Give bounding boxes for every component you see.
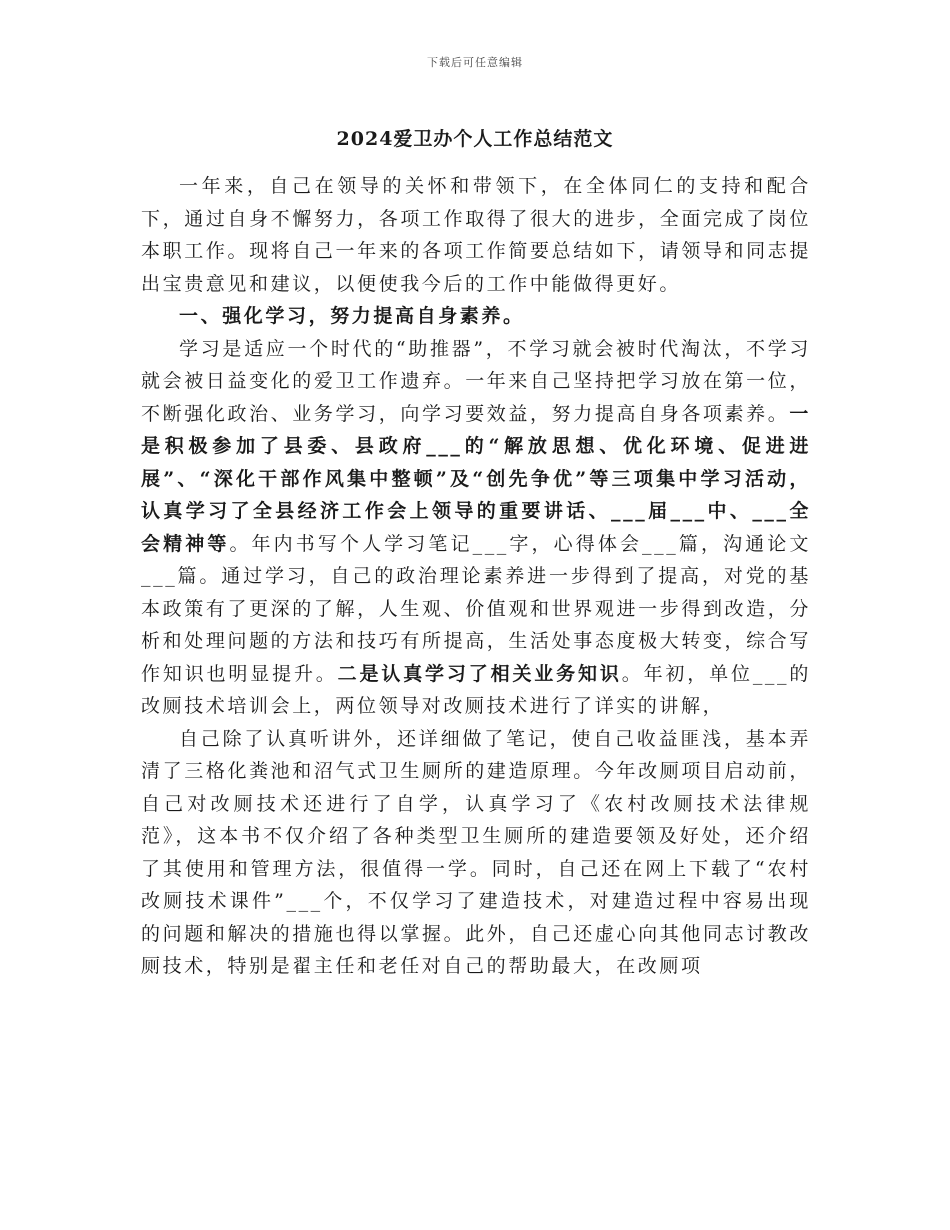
paragraph-study-text-e: 。年初，单位___的改厕技术培训会上，两位领导对改厕技术进行了详实的讲解， [141,662,811,717]
paragraph-study [141,333,811,723]
page-header-note: 下载后可任意编辑 [427,56,523,69]
document-title: 2024爱卫办个人工作总结范文 [336,128,614,150]
paragraph-study-bold-2: 二是认真学习了相关业务知识 [337,662,622,685]
section-heading-1: 一、强化学习，努力提高自身素养。 [179,305,525,327]
paragraph-study-text-c: 。年内书写个人学习笔记___字，心得体会___篇，沟通论文___篇。通过学习，自己的政治理论素养进一步得到了提高，对党的基本政策有了更深的了解，人生观、价值观和世界观进一步得到改造，分析和处理问题的方法和技巧有所提高，生活处事态度极大转变，综合写作知识也明显提升。 [141,532,811,685]
paragraph-intro: 一年来，自己在领导的关怀和带领下，在全体同仁的支持和配合下，通过自身不懈努力，各项工作取得了很大的进步，全面完成了岗位本职工作。现将自己一年来的各项工作简要总结如下，请领导和同志提出宝贵意见和建议，以便使我今后的工作中能做得更好。 [141,175,811,295]
document-body [141,170,811,983]
paragraph-study-bold-1: 一是积极参加了县委、县政府___的“解放思想、优化环境、促进进展”、“深化干部作风集中整顿”及“创先争优”等三项集中学习活动，认真学习了全县经济工作会上领导的重要讲话、___届___中、___全会精神等 [141,402,811,555]
paragraph-study-text-a: 学习是适应一个时代的“助推器”，不学习就会被时代淘汰，不学习就会被日益变化的爱卫工作遗弃。一年来自己坚持把学习放在第一位，不断强化政治、业务学习，向学习要效益，努力提高自身各项素养。 [141,337,811,425]
paragraph-toilet-tech: 自己除了认真听讲外，还详细做了笔记，使自己收益匪浅，基本弄清了三格化粪池和沼气式卫生厕所的建造原理。今年改厕项目启动前，自己对改厕技术还进行了自学，认真学习了《农村改厕技术法律规范》，这本书不仅介绍了各种类型卫生厕所的建造要领及好处，还介绍了其使用和管理方法，很值得一学。同时，自己还在网上下载了“农村改厕技术课件”___个，不仅学习了建造技术，对建造过程中容易出现的问题和解决的措施也得以掌握。此外，自己还虚心向其他同志讨教改厕技术，特别是翟主任和老任对自己的帮助最大，在改厕项 [141,727,811,977]
